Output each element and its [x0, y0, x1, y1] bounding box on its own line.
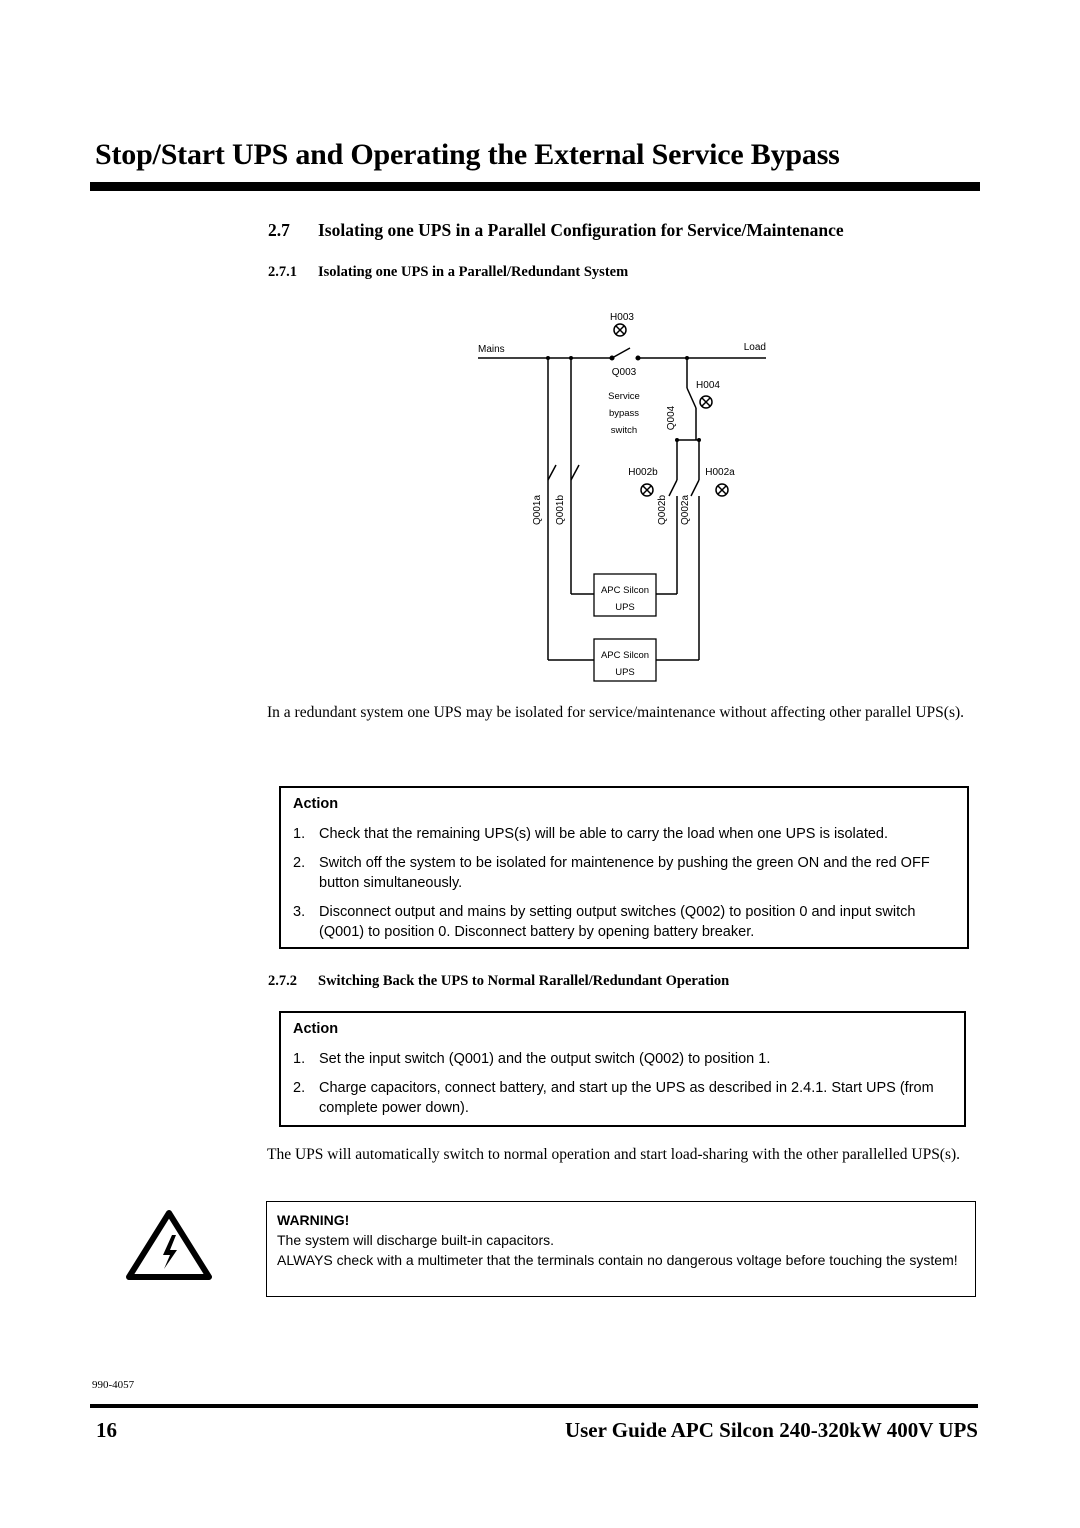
footer-title: User Guide APC Silcon 240-320kW 400V UPS: [564, 1418, 978, 1442]
action-step: [293, 824, 957, 844]
step-text: Check that the remaining UPS(s) will be able to carry the load when one UPS is isolated.: [319, 826, 889, 842]
warning-title: WARNING!: [277, 1212, 350, 1228]
subsection-number-2: 2.7.2: [268, 973, 297, 989]
label-q004: Q004: [666, 405, 677, 431]
high-voltage-warning-icon: [126, 1209, 212, 1281]
label-q001b: Q001b: [555, 494, 566, 526]
label-q002b: Q002b: [657, 494, 668, 526]
subsection-title-2: Switching Back the UPS to Normal Rarallel/Redundant Operation: [318, 973, 730, 989]
label-h002a: H002a: [705, 467, 735, 478]
label-q002a: Q002a: [680, 494, 691, 526]
action-step: [293, 853, 957, 893]
outro-paragraph: The UPS will automatically switch to normal operation and start load-sharing with the other parallelled UPS(s).: [267, 1146, 961, 1163]
page-title: Stop/Start UPS and Operating the External Service Bypass: [95, 138, 840, 171]
step-number: 2.: [293, 855, 306, 871]
action-box-1-steps: [293, 824, 957, 942]
label-h004: H004: [696, 380, 720, 391]
action-box-2: [279, 1011, 966, 1127]
label-load: Load: [743, 342, 766, 353]
section-number: 2.7: [268, 220, 290, 240]
subsection-number-1: 2.7.1: [268, 264, 297, 280]
action-box-2-steps: [293, 1049, 954, 1118]
label-bypass: bypass: [608, 408, 640, 419]
ups2-label-line2: UPS: [615, 667, 635, 678]
section-heading: [268, 220, 844, 241]
action-box-1-title: Action: [293, 796, 339, 812]
ups2-label-line1: APC Silcon: [600, 650, 650, 661]
action-box-2-title: Action: [293, 1021, 339, 1037]
label-service: Service: [608, 391, 640, 402]
label-h002b: H002b: [628, 467, 658, 478]
intro-paragraph: In a redundant system one UPS may be isolated for service/maintenance without affecting other parallel UPS(s).: [267, 704, 965, 721]
step-number: 3.: [293, 904, 306, 920]
subsection-title-1: Isolating one UPS in a Parallel/Redundant System: [318, 264, 629, 280]
footer-rule: [90, 1404, 978, 1408]
action-step: [293, 902, 957, 942]
warning-line-2: ALWAYS check with a multimeter that the terminals contain no dangerous voltage before touching the system!: [277, 1252, 958, 1268]
ups1-label-line2: UPS: [615, 602, 635, 613]
subsection-heading-1: [268, 264, 628, 281]
page-number: 16: [96, 1418, 117, 1442]
document-code: 990-4057: [92, 1379, 135, 1391]
label-switch: switch: [610, 425, 638, 436]
step-text: Disconnect output and mains by setting output switches (Q002) to position 0 and input switch (Q001) to position 0. Disconnect battery by opening battery breaker.: [319, 904, 916, 940]
action-step: [293, 1049, 954, 1069]
warning-line-1: The system will discharge built-in capacitors.: [277, 1232, 554, 1248]
step-number: 2.: [293, 1080, 306, 1096]
warning-box: [266, 1201, 976, 1297]
action-box-1: [279, 786, 969, 949]
label-q003: Q003: [611, 367, 637, 378]
label-h003: H003: [610, 312, 634, 323]
action-step: [293, 1078, 954, 1118]
label-mains: Mains: [478, 344, 505, 355]
subsection-heading-2: [268, 973, 729, 990]
parallel-ups-wiring-diagram: [470, 300, 780, 690]
step-text: Charge capacitors, connect battery, and start up the UPS as described in 2.4.1. Start UPS (from complete power down).: [319, 1080, 934, 1116]
step-text: Switch off the system to be isolated for maintenence by pushing the green ON and the red OFF button simultaneously.: [319, 855, 930, 891]
ups1-label-line1: APC Silcon: [600, 585, 650, 596]
title-rule: [90, 182, 980, 191]
section-title: Isolating one UPS in a Parallel Configuration for Service/Maintenance: [318, 220, 844, 240]
step-number: 1.: [293, 826, 306, 842]
label-q001a: Q001a: [532, 494, 543, 526]
step-number: 1.: [293, 1051, 306, 1067]
step-text: Set the input switch (Q001) and the output switch (Q002) to position 1.: [319, 1051, 771, 1067]
